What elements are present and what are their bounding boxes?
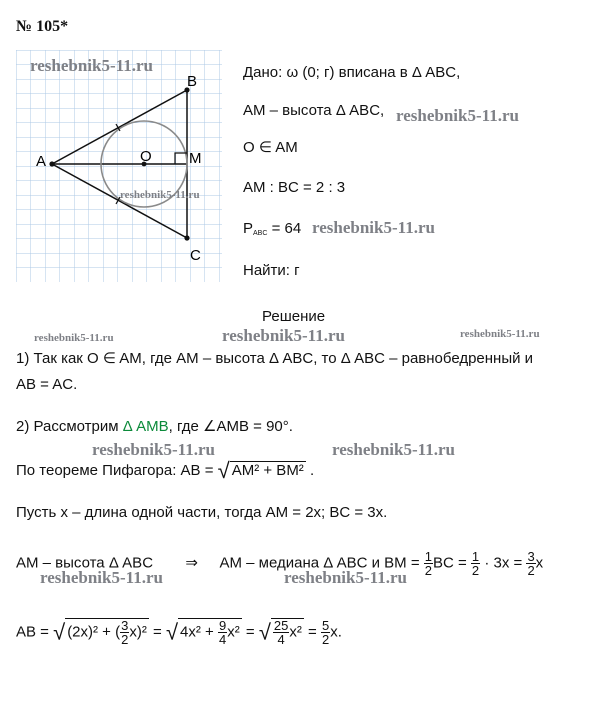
label-o: O	[140, 148, 152, 165]
median-a: AM – высота Δ ABC	[16, 554, 154, 572]
point-a	[49, 161, 54, 166]
radical-icon-2: √	[165, 619, 179, 645]
watermark: reshebnik5-11.ru	[120, 189, 200, 201]
watermark: reshebnik5-11.ru	[222, 326, 345, 345]
ab-eq-3: =	[241, 623, 259, 641]
point-c	[184, 235, 189, 240]
given-find: Найти: г	[243, 262, 300, 279]
ab-end: x.	[330, 623, 342, 641]
perimeter-sub: ABC	[253, 230, 268, 237]
watermark: reshebnik5-11.ru	[284, 568, 407, 587]
ab-line	[16, 618, 342, 646]
solution-title: Решение	[262, 308, 326, 325]
median-c: BC =	[432, 554, 471, 572]
watermark: reshebnik5-11.ru	[332, 440, 455, 459]
watermark: reshebnik5-11.ru	[40, 568, 163, 587]
watermark: reshebnik5-11.ru	[460, 328, 540, 340]
fraction-five-halves: $\frac{5}{2}$	[321, 618, 330, 647]
ab-radicand-1: (2x)² + ( $\frac{3}{2}$ x)²	[67, 618, 147, 647]
watermark: reshebnik5-11.ru	[34, 332, 114, 344]
step1-line-a: 1) Так как O ∈ AM, где AM – высота Δ ABC, то Δ ABC – равнобедренный и	[16, 350, 534, 367]
radical-icon: √	[217, 458, 230, 483]
step1-line-b: AB = AC.	[16, 376, 78, 393]
pyth-prefix: По теореме Пифагора: AB =	[16, 462, 218, 479]
median-e: x	[535, 554, 544, 572]
perimeter-letter: P	[243, 220, 254, 237]
watermark: reshebnik5-11.ru	[396, 106, 519, 125]
label-c: C	[190, 247, 201, 264]
given-line-1: Дано: ω (0; г) вписана в Δ ABC,	[243, 64, 461, 81]
radical-icon-1: √	[53, 619, 66, 645]
label-b: B	[187, 73, 198, 90]
radical-icon-3: √	[258, 619, 271, 645]
given-line-2: AM – высота Δ ABC,	[243, 102, 385, 119]
label-a: A	[36, 153, 47, 170]
ab-radicand-2: 4x² + $\frac{9}{4}$ x²	[180, 618, 240, 647]
perimeter-value: = 64	[267, 220, 302, 237]
label-m: M	[189, 150, 202, 167]
step2-prefix: 2) Рассмотрим	[16, 418, 123, 435]
pyth-radicand: AM² + BM²	[231, 462, 304, 479]
pyth-end: .	[305, 462, 315, 479]
fraction-half-1: $\frac{1}{2}$	[424, 549, 432, 578]
median-d: · 3x =	[480, 554, 527, 572]
problem-number: № 105*	[16, 18, 69, 35]
fraction-three-halves: $\frac{3}{2}$	[527, 549, 535, 578]
given-perimeter	[243, 220, 301, 243]
pythagoras-line	[16, 458, 315, 483]
ab-eq-2: =	[148, 623, 166, 641]
given-line-4: AM : BC = 2 : 3	[243, 179, 346, 196]
step2-line	[16, 418, 293, 436]
step2-triangle: Δ AMB	[122, 418, 169, 435]
fraction-half-2: $\frac{1}{2}$	[471, 549, 480, 578]
step2-suffix: , где ∠AMB = 90°.	[168, 418, 293, 435]
watermark: reshebnik5-11.ru	[312, 218, 435, 237]
implies-arrow: ⇒	[185, 554, 198, 572]
watermark: reshebnik5-11.ru	[30, 56, 153, 75]
watermark: reshebnik5-11.ru	[92, 440, 215, 459]
geometry-figure	[16, 50, 222, 282]
given-line-3: O ∈ AM	[243, 139, 298, 156]
let-line: Пусть x – длина одной части, тогда AM = 2x; BC = 3x.	[16, 504, 388, 521]
median-b: AM – медиана Δ ABC и BM =	[219, 554, 424, 572]
ab-prefix: AB =	[16, 623, 54, 641]
ab-eq-4: =	[303, 623, 321, 641]
ab-radicand-3: $\frac{25}{4}$ x²	[271, 618, 304, 646]
